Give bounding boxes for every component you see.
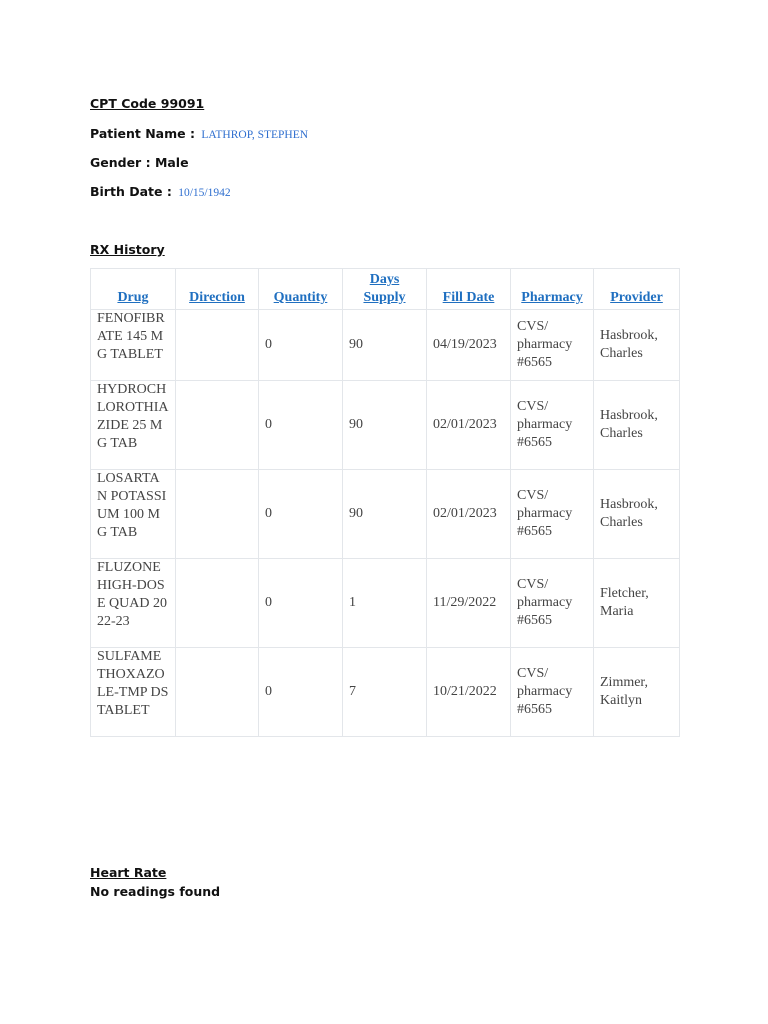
birth-date-value: 10/15/1942 bbox=[178, 187, 231, 199]
quantity-cell: 0 bbox=[259, 310, 343, 381]
quantity-cell: 0 bbox=[259, 470, 343, 559]
pharmacy-cell: CVS/ pharmacy #6565 bbox=[511, 381, 594, 470]
days-supply-cell: 90 bbox=[343, 381, 427, 470]
fill-date-cell: 04/19/2023 bbox=[427, 310, 511, 381]
quantity-cell: 0 bbox=[259, 559, 343, 648]
table-row bbox=[91, 559, 680, 648]
fill-date-cell: 02/01/2023 bbox=[427, 381, 511, 470]
table-row bbox=[91, 310, 680, 381]
patient-name-label: Patient Name : bbox=[90, 126, 195, 141]
birth-date-label: Birth Date : bbox=[90, 184, 172, 199]
drug-cell: SULFAMETHOXAZOLE-TMP DS TABLET bbox=[91, 648, 176, 737]
drug-cell: HYDROCHLOROTHIAZIDE 25 MG TAB bbox=[91, 381, 176, 470]
direction-cell bbox=[176, 559, 259, 648]
drug-cell: LOSARTAN POTASSIUM 100 MG TAB bbox=[91, 470, 176, 559]
table-row bbox=[91, 381, 680, 470]
direction-cell bbox=[176, 381, 259, 470]
column-header-days-supply[interactable]: Days Supply bbox=[343, 269, 427, 310]
provider-cell: Fletcher, Maria bbox=[594, 559, 680, 648]
pharmacy-cell: CVS/ pharmacy #6565 bbox=[511, 559, 594, 648]
rx-history-table bbox=[90, 268, 680, 737]
gender-label: Gender : bbox=[90, 155, 151, 170]
provider-cell: Zimmer, Kaitlyn bbox=[594, 648, 680, 737]
fill-date-cell: 02/01/2023 bbox=[427, 470, 511, 559]
table-row bbox=[91, 648, 680, 737]
heart-rate-title: Heart Rate bbox=[90, 865, 167, 880]
column-header-direction[interactable]: Direction bbox=[176, 269, 259, 310]
column-header-quantity[interactable]: Quantity bbox=[259, 269, 343, 310]
column-header-pharmacy[interactable]: Pharmacy bbox=[511, 269, 594, 310]
fill-date-cell: 11/29/2022 bbox=[427, 559, 511, 648]
heart-rate-message: No readings found bbox=[90, 884, 221, 899]
quantity-cell: 0 bbox=[259, 648, 343, 737]
direction-cell bbox=[176, 310, 259, 381]
gender-value: Male bbox=[154, 155, 189, 170]
direction-cell bbox=[176, 648, 259, 737]
pharmacy-cell: CVS/ pharmacy #6565 bbox=[511, 470, 594, 559]
pharmacy-cell: CVS/ pharmacy #6565 bbox=[511, 310, 594, 381]
days-supply-cell: 1 bbox=[343, 559, 427, 648]
column-header-fill-date[interactable]: Fill Date bbox=[427, 269, 511, 310]
fill-date-cell: 10/21/2022 bbox=[427, 648, 511, 737]
drug-cell: FENOFIBRATE 145 MG TABLET bbox=[91, 310, 176, 381]
provider-cell: Hasbrook, Charles bbox=[594, 310, 680, 381]
column-header-drug[interactable]: Drug bbox=[91, 269, 176, 310]
direction-cell bbox=[176, 470, 259, 559]
pharmacy-cell: CVS/ pharmacy #6565 bbox=[511, 648, 594, 737]
table-row bbox=[91, 470, 680, 559]
days-supply-cell: 90 bbox=[343, 470, 427, 559]
rx-history-title: RX History bbox=[90, 242, 165, 257]
patient-name-value: LATHROP, STEPHEN bbox=[201, 129, 309, 141]
column-header-provider[interactable]: Provider bbox=[594, 269, 680, 310]
days-supply-cell: 7 bbox=[343, 648, 427, 737]
patient-name-row bbox=[90, 126, 308, 141]
provider-cell: Hasbrook, Charles bbox=[594, 470, 680, 559]
provider-cell: Hasbrook, Charles bbox=[594, 381, 680, 470]
birth-date-row bbox=[90, 184, 231, 199]
table-header-row bbox=[91, 269, 680, 310]
cpt-code: CPT Code 99091 bbox=[90, 96, 205, 111]
days-supply-cell: 90 bbox=[343, 310, 427, 381]
quantity-cell: 0 bbox=[259, 381, 343, 470]
drug-cell: FLUZONE HIGH-DOSE QUAD 2022-23 bbox=[91, 559, 176, 648]
gender-row bbox=[90, 155, 189, 170]
